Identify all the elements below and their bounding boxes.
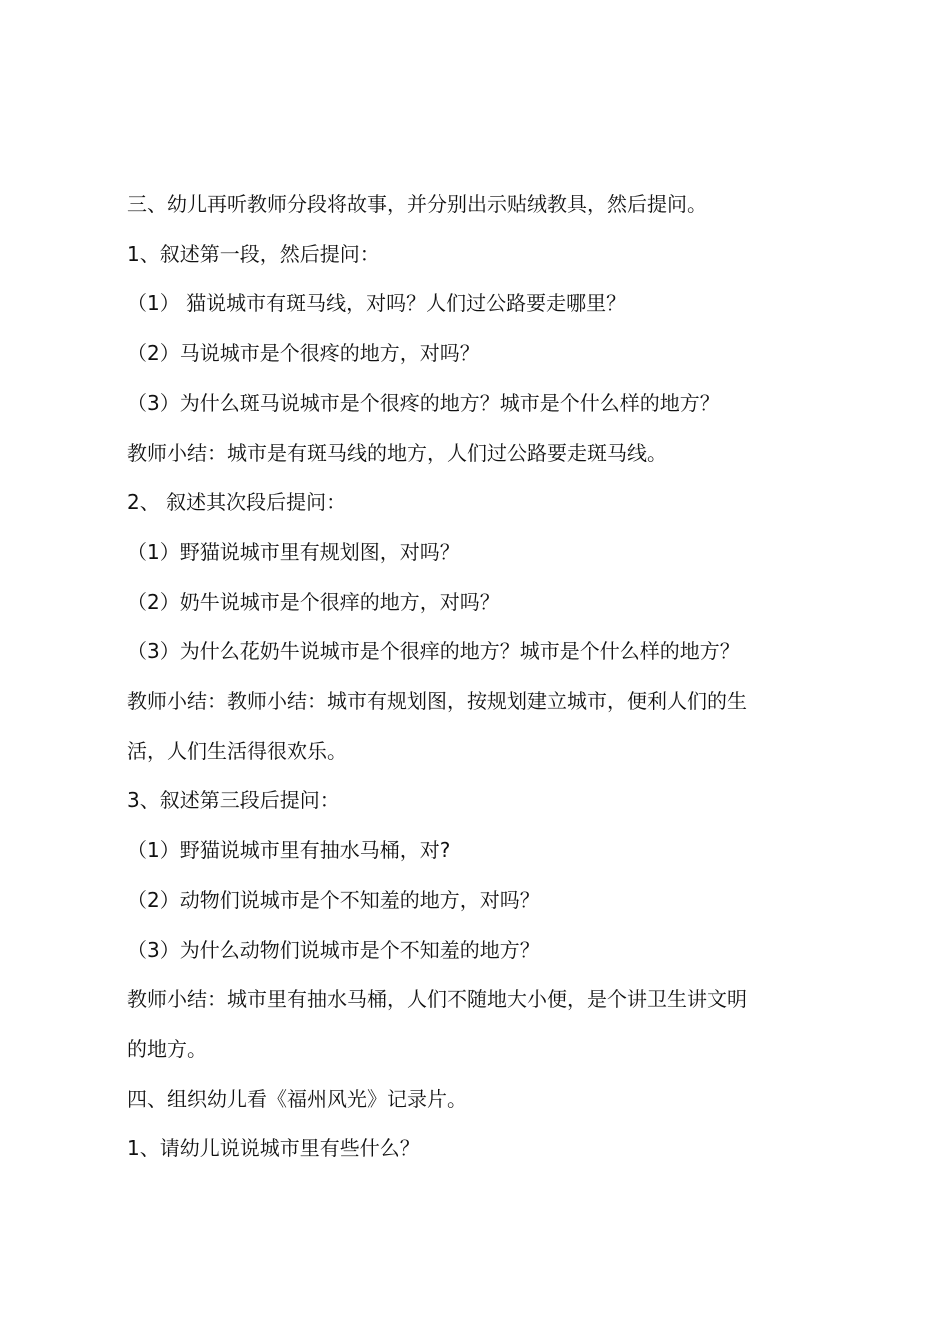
step-3-summary-line-2: 的地方。 bbox=[127, 1036, 207, 1061]
step-1-question-2: （2）马说城市是个很疼的地方，对吗？ bbox=[127, 341, 480, 366]
step-2-summary-line-2: 活，人们生活得很欢乐。 bbox=[127, 738, 347, 763]
section-heading-3: 三、幼儿再听教师分段将故事，并分别出示贴绒教具，然后提问。 bbox=[127, 192, 707, 216]
step-1-question-3: （3）为什么斑马说城市是个很疼的地方？城市是个什么样的地方？ bbox=[127, 390, 720, 415]
step-2-summary-line-1: 教师小结：教师小结：城市有规划图，按规划建立城市，便利人们的生 bbox=[127, 689, 747, 714]
step-1-question-1: （1） 猫说城市有斑马线，对吗？人们过公路要走哪里？ bbox=[127, 291, 627, 316]
step-3-question-2: （2）动物们说城市是个不知羞的地方，对吗？ bbox=[127, 887, 540, 912]
step-3-summary-line-1: 教师小结：城市里有抽水马桶，人们不随地大小便，是个讲卫生讲文明 bbox=[127, 987, 747, 1012]
document-body bbox=[127, 180, 847, 1174]
step-3-heading: 3、叙述第三段后提问： bbox=[127, 788, 340, 813]
step-1-heading: 1、叙述第一段，然后提问： bbox=[127, 241, 380, 266]
step-4-1-question: 1、请幼儿说说城市里有些什么？ bbox=[127, 1136, 420, 1161]
step-1-summary: 教师小结：城市是有斑马线的地方，人们过公路要走斑马线。 bbox=[127, 440, 667, 465]
step-3-question-1: （1）野猫说城市里有抽水马桶，对? bbox=[127, 838, 451, 863]
step-2-question-3: （3）为什么花奶牛说城市是个很痒的地方？城市是个什么样的地方？ bbox=[127, 639, 740, 664]
step-3-question-3: （3）为什么动物们说城市是个不知羞的地方？ bbox=[127, 937, 540, 962]
step-2-question-2: （2）奶牛说城市是个很痒的地方，对吗？ bbox=[127, 589, 500, 614]
step-2-question-1: （1）野猫说城市里有规划图，对吗？ bbox=[127, 539, 460, 564]
section-heading-4: 四、组织幼儿看《福州风光》记录片。 bbox=[127, 1086, 467, 1111]
step-2-heading: 2、 叙述其次段后提问： bbox=[127, 490, 347, 515]
